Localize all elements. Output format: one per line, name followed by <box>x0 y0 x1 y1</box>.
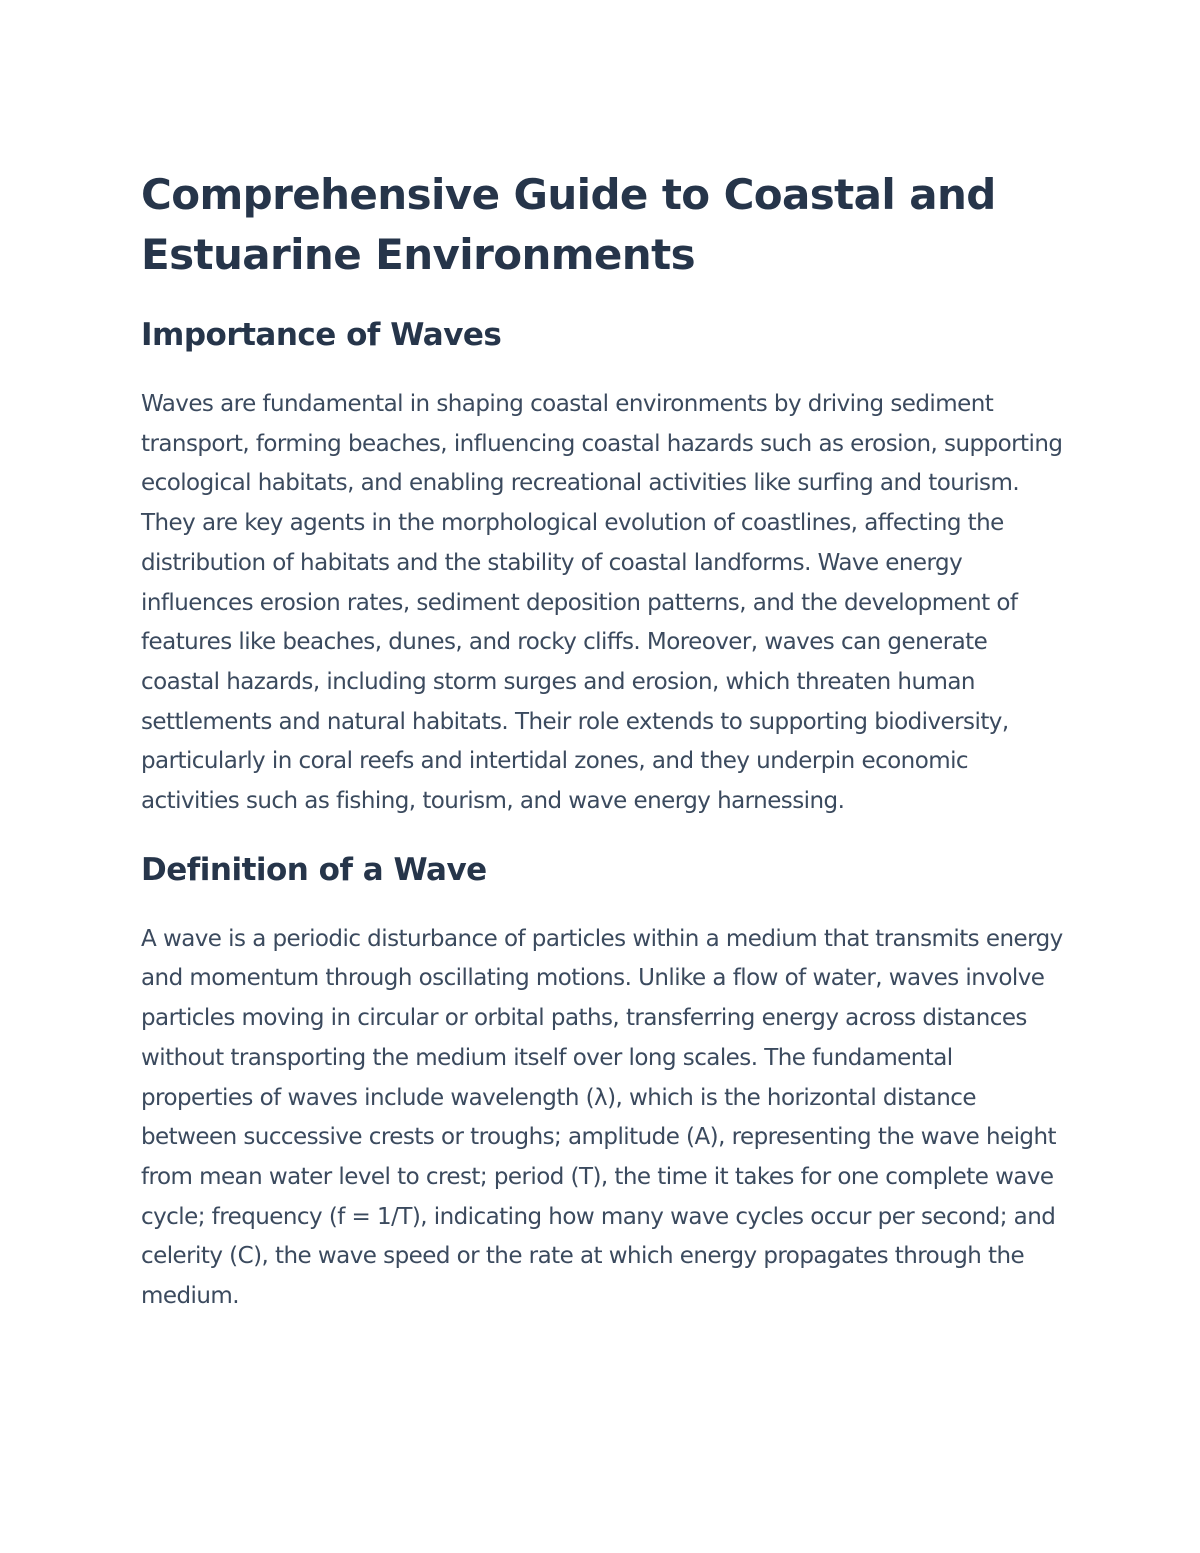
section-heading: Importance of Waves <box>141 317 502 353</box>
document-page <box>141 165 1066 1317</box>
section-paragraph: A wave is a periodic disturbance of particles within a medium that transmits energy and momentum through oscillating motions. Unlike a flow of water, waves involve particles moving in circular or orbital paths, transferring energy across distances without transporting the medium itself over long scales. The fundamental properties of waves include wavelength (λ), which is the horizontal distance between successive crests or troughs; amplitude (A), representing the wave height from mean water level to crest; period (T), the time it takes for one complete wave cycle; frequency (f = 1/T), indicating how many wave cycles occur per second; and celerity (C), the wave speed or the rate at which energy propagates through the medium. <box>141 925 1063 1310</box>
document-title: Comprehensive Guide to Coastal and Estuarine Environments <box>141 170 996 279</box>
section-importance-of-waves <box>141 315 1066 822</box>
section-paragraph: Waves are fundamental in shaping coastal environments by driving sediment transport, forming beaches, influencing coastal hazards such as erosion, supporting ecological habitats, and enabling recreational activities like surfing and tourism. They are key agents in the morphological evolution of coastlines, affecting the distribution of habitats and the stability of coastal landforms. Wave energy influences erosion rates, sediment deposition patterns, and the development of features like beaches, dunes, and rocky cliffs. Moreover, waves can generate coastal hazards, including storm surges and erosion, which threaten human settlements and natural habitats. Their role extends to supporting biodiversity, particularly in coral reefs and intertidal zones, and they underpin economic activities such as fishing, tourism, and wave energy harnessing. <box>141 391 1063 815</box>
section-definition-of-a-wave <box>141 850 1066 1317</box>
section-heading: Definition of a Wave <box>141 851 487 888</box>
